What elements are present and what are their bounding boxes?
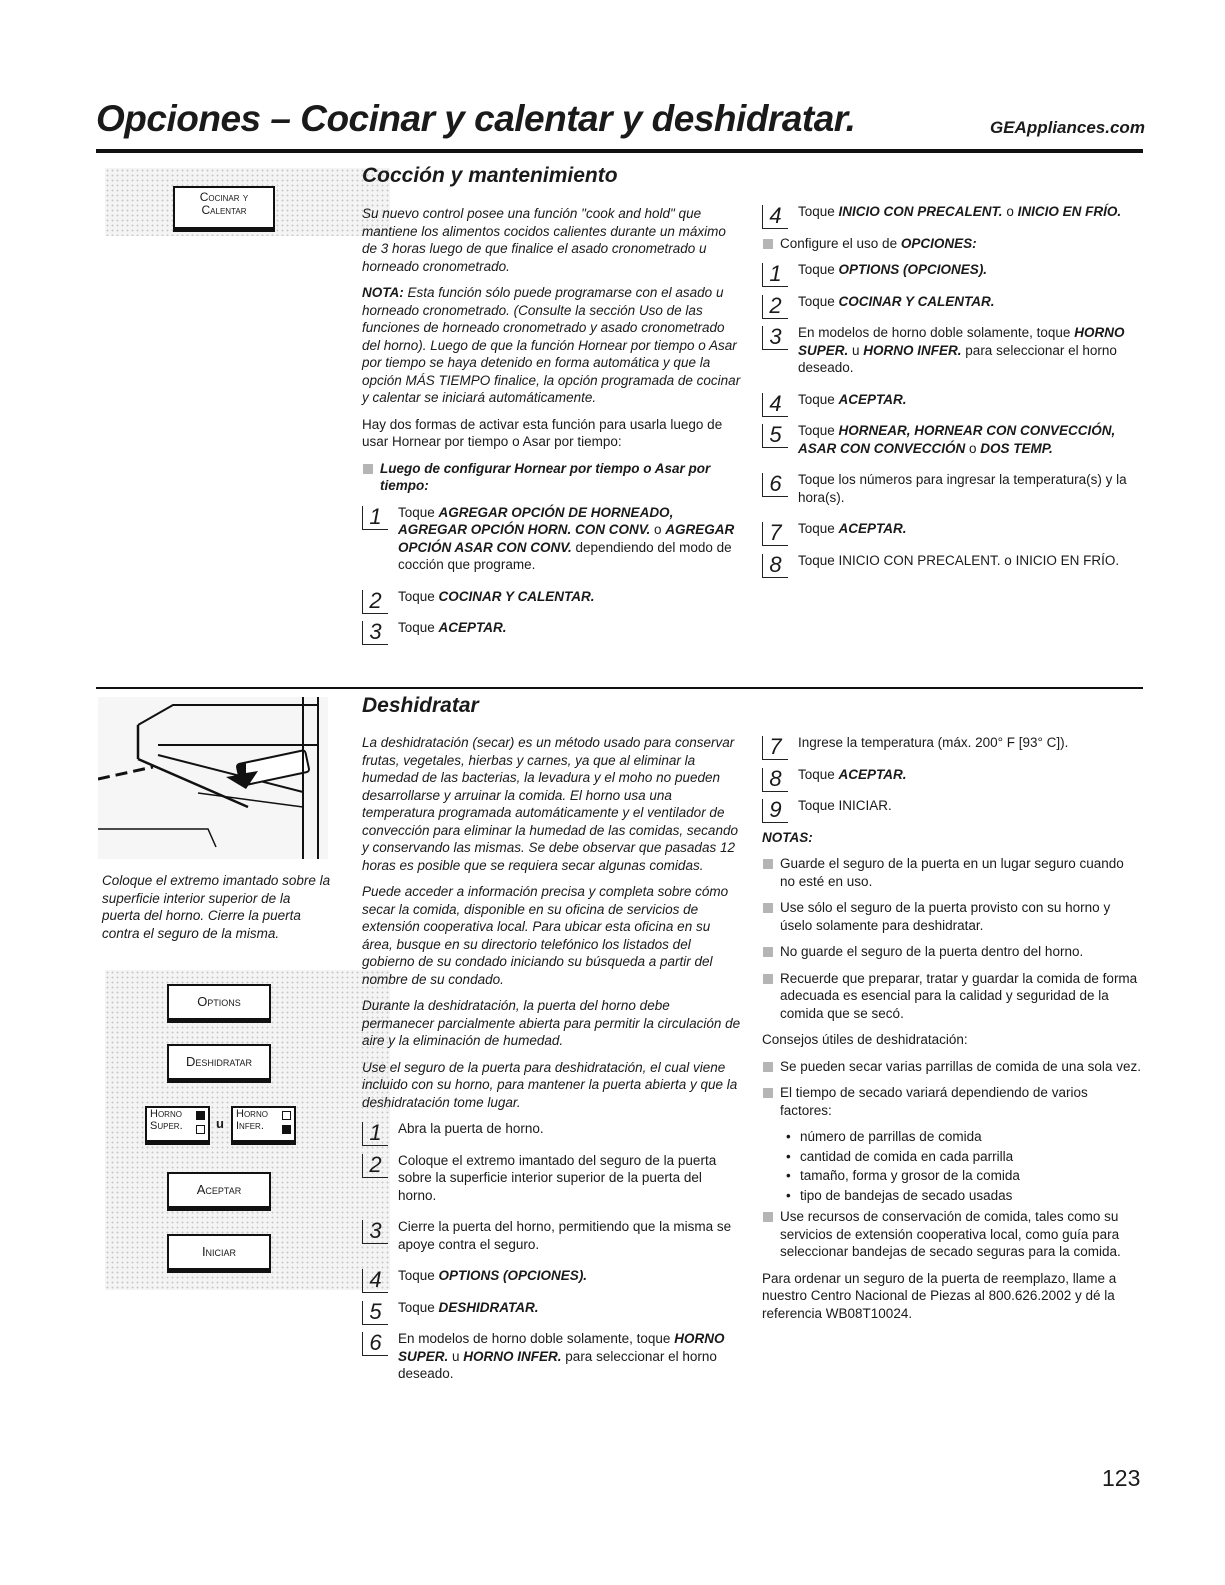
after-timed-bullet: Luego de configurar Hornear por tiempo o Asar por tiempo: bbox=[362, 460, 742, 495]
step-number: 4 bbox=[362, 1269, 388, 1293]
step-bold: HORNEAR, HORNEAR CON CONVECCIÓN, ASAR CON CONVECCIÓN bbox=[798, 423, 1116, 456]
upper-oven-indicator-icon bbox=[196, 1111, 205, 1120]
header-rule bbox=[96, 149, 1143, 153]
dehydrate-right-column bbox=[762, 734, 1142, 1331]
options-key: Options bbox=[167, 984, 271, 1023]
step-text: Toque bbox=[798, 293, 839, 309]
step-item bbox=[362, 1120, 742, 1145]
step-number: 2 bbox=[362, 1154, 388, 1178]
page-title: Opciones – Cocinar y calentar y deshidratar. bbox=[96, 98, 856, 139]
accept-key: Aceptar bbox=[167, 1172, 271, 1211]
step-text: Toque bbox=[798, 204, 839, 219]
step-item bbox=[762, 471, 1137, 506]
step-text-post: dependiendo del modo de cocción que programe. bbox=[398, 539, 732, 572]
step-bold-2: HORNO INFER. bbox=[863, 342, 962, 358]
step-text: Toque bbox=[398, 504, 439, 520]
step-item bbox=[362, 1218, 742, 1253]
step-bold: ACEPTAR. bbox=[438, 620, 507, 635]
step-number: 8 bbox=[762, 554, 788, 578]
step-text: Toque bbox=[398, 1299, 439, 1315]
factor-item: • tamaño, forma y grosor de la comida bbox=[780, 1167, 1142, 1185]
step-text-post: para seleccionar el horno deseado. bbox=[798, 342, 1117, 375]
lower-oven-indicator-off-icon bbox=[282, 1111, 291, 1120]
step-item bbox=[362, 1152, 742, 1205]
section-heading-cook-hold: Cocción y mantenimiento bbox=[362, 164, 618, 187]
step-text: Toque los números para ingresar la temperatura(s) y la hora(s). bbox=[798, 472, 1127, 505]
step-text: En modelos de horno doble solamente, toque bbox=[398, 1331, 675, 1346]
step-text: En modelos de horno doble solamente, toque bbox=[798, 325, 1075, 340]
step-item bbox=[362, 1267, 742, 1292]
cook-key-line2: Calentar bbox=[201, 203, 247, 218]
note-item: No guarde el seguro de la puerta dentro del horno. bbox=[762, 943, 1142, 961]
step-bold: HORNO SUPER. bbox=[398, 1331, 725, 1364]
step-text: Toque bbox=[398, 620, 439, 635]
order-text: Para ordenar un seguro de la puerta de reemplazo, llame a nuestro Centro Nacional de Piezas al 800.626.2002 y dé la referencia WB08T10024. bbox=[762, 1270, 1117, 1321]
dehydrate-left-steps bbox=[362, 1120, 742, 1383]
step-number: 1 bbox=[362, 1122, 388, 1146]
step-number: 2 bbox=[762, 295, 788, 319]
step-text-mid: o bbox=[1002, 204, 1018, 219]
section-heading-dehydrate: Deshidratar bbox=[362, 694, 479, 717]
step-bold: COCINAR Y CALENTAR. bbox=[438, 588, 595, 604]
site-url: GEAppliances.com bbox=[990, 118, 1145, 137]
step-item bbox=[362, 1330, 742, 1383]
upper-oven-key bbox=[145, 1106, 210, 1145]
step-item bbox=[762, 261, 1137, 286]
step-number: 1 bbox=[762, 263, 788, 287]
step-bold: ACEPTAR. bbox=[838, 391, 907, 407]
note-item: Recuerde que preparar, tratar y guardar la comida de forma adecuada es esencial para la calidad y seguridad de la comida que se secó. bbox=[762, 970, 1142, 1023]
step-bold: HORNO SUPER. bbox=[798, 325, 1125, 358]
cook-hold-left-column bbox=[362, 205, 742, 651]
step-text: Ingrese la temperatura (máx. 200° F [93° C]). bbox=[798, 735, 1069, 750]
step-item bbox=[362, 504, 742, 574]
step-number: 9 bbox=[762, 799, 788, 823]
step-number: 4 bbox=[762, 393, 788, 417]
dehydrate-p4: Use el seguro de la puerta para deshidratación, el cual viene incluido con su horno, para mantener la puerta abierta y que la deshidratación tome lugar. bbox=[362, 1059, 738, 1110]
options-bullet-bold: OPCIONES: bbox=[900, 235, 977, 251]
step-item bbox=[762, 390, 1137, 416]
step-item bbox=[762, 734, 1142, 759]
step-item bbox=[762, 324, 1137, 377]
step-item bbox=[762, 551, 1137, 577]
or-label: u bbox=[216, 1116, 224, 1131]
dehydrate-p1: La deshidratación (secar) es un método usado para conservar frutas, vegetales, hierbas y carnes, ya que al eliminar la humedad de las bacterias, la levadura y el moho no pueden desarrollarse y arruinar la comida. El horno usa una temperatura programada automáticamente y el ventilador de convección para eliminar la humedad de las comidas, secando y conservando las mismas. Se debe observar que pasadas 12 horas es posible que se requiera secar algunas comidas. bbox=[362, 735, 738, 873]
step-bold-2: AGREGAR OPCIÓN ASAR CON CONV. bbox=[398, 522, 735, 555]
options-bullet bbox=[762, 235, 1137, 253]
lower-oven-key bbox=[231, 1106, 296, 1145]
step-bold: OPTIONS (OPCIONES). bbox=[438, 1268, 588, 1283]
cook-hold-ways: Hay dos formas de activar esta función para usarla luego de usar Hornear por tiempo o Asar por tiempo: bbox=[362, 416, 723, 449]
step-number: 5 bbox=[762, 424, 788, 448]
step-text: Toque bbox=[798, 521, 839, 536]
step-text: Toque bbox=[798, 262, 839, 277]
step-number: 8 bbox=[762, 768, 788, 792]
step-text: Toque INICIAR. bbox=[798, 798, 892, 813]
dehydrate-left-column bbox=[362, 734, 742, 1397]
upper-oven-indicator-off-icon bbox=[196, 1125, 205, 1134]
lower-oven-indicator-icon bbox=[282, 1125, 291, 1134]
step-text-mid: o bbox=[650, 522, 666, 537]
step-text: Toque bbox=[398, 1268, 439, 1283]
step-number: 3 bbox=[762, 326, 788, 350]
section-divider bbox=[96, 687, 1143, 689]
step-item bbox=[762, 422, 1137, 457]
options-bullet-text: Configure el uso de bbox=[780, 235, 901, 251]
step-item bbox=[762, 797, 1142, 822]
dehydrate-key: Deshidratar bbox=[167, 1044, 271, 1083]
tip-item: El tiempo de secado variará dependiendo de varios factores: bbox=[762, 1084, 1142, 1119]
step-item bbox=[762, 765, 1142, 791]
cook-key-line1: Cocinar y bbox=[199, 190, 249, 204]
cook-and-warm-key bbox=[173, 186, 275, 232]
step-text: Toque bbox=[798, 423, 839, 438]
step-number: 5 bbox=[362, 1301, 388, 1325]
step-bold: COCINAR Y CALENTAR. bbox=[838, 293, 995, 309]
step-item bbox=[762, 520, 1137, 545]
cook-hold-intro: Su nuevo control posee una función "cook and hold" que mantiene los alimentos cocidos calientes durante un máximo de 3 horas luego de que finalice el asado cronometrado u horneado cronometrado. bbox=[362, 206, 726, 274]
step-item bbox=[362, 619, 742, 644]
note-item: Guarde el seguro de la puerta en un lugar seguro cuando no esté en uso. bbox=[762, 855, 1142, 890]
step-bold: INICIO CON PRECALENT. bbox=[838, 204, 1003, 219]
tips-heading: Consejos útiles de deshidratación: bbox=[762, 1032, 968, 1047]
step-number: 2 bbox=[362, 590, 388, 614]
step-bold: ACEPTAR. bbox=[838, 766, 907, 782]
factor-item: • número de parrillas de comida bbox=[780, 1128, 1142, 1146]
illustration-caption: Coloque el extremo imantado sobre la superficie interior superior de la puerta del horno. Cierre la puerta contra el seguro de la misma. bbox=[102, 873, 331, 941]
step-number: 6 bbox=[762, 473, 788, 497]
step-number: 1 bbox=[362, 506, 388, 530]
dehydrate-p3: Durante la deshidratación, la puerta del horno debe permanecer parcialmente abierta para permitir la circulación de aire y la eliminación de humedad. bbox=[362, 998, 741, 1048]
step-item bbox=[362, 1298, 742, 1324]
note-label: NOTA: bbox=[362, 285, 404, 300]
step-number: 3 bbox=[362, 1220, 388, 1244]
step-text-post: para seleccionar el horno deseado. bbox=[398, 1348, 717, 1381]
tips-list bbox=[762, 1058, 1142, 1120]
step-text: Toque bbox=[398, 588, 439, 604]
cook-hold-right-steps bbox=[762, 261, 1137, 577]
step-number: 3 bbox=[362, 621, 388, 645]
step-text: Cierre la puerta del horno, permitiendo que la misma se apoye contra el seguro. bbox=[398, 1219, 732, 1252]
step-number: 6 bbox=[362, 1332, 388, 1356]
illustration-bg bbox=[98, 697, 328, 859]
step-text: Abra la puerta de horno. bbox=[398, 1121, 544, 1136]
step-4 bbox=[762, 203, 1137, 228]
cook-hold-left-steps bbox=[362, 503, 742, 644]
dehydrate-p2: Puede acceder a información precisa y completa sobre cómo secar la comida, disponible en su oficina de servicios de extensión cooperativa local. Para ubicar esta oficina en su área, busque en su directorio telefónico los listados del gobierno de su condado iniciando su búsqueda a partir del nombre de su condado. bbox=[362, 884, 729, 987]
step-item bbox=[362, 587, 742, 613]
step-text: Coloque el extremo imantado del seguro de la puerta sobre la superficie interior superior de la puerta del horno. bbox=[398, 1152, 717, 1203]
step-bold: OPTIONS (OPCIONES). bbox=[838, 262, 988, 277]
start-key: Iniciar bbox=[167, 1234, 271, 1273]
note-item: Use sólo el seguro de la puerta provisto con su horno y úselo solamente para deshidratar. bbox=[762, 899, 1142, 934]
cook-hold-right-column bbox=[762, 203, 1137, 583]
factor-item: • cantidad de comida en cada parrilla bbox=[780, 1148, 1142, 1166]
step-text-mid: u bbox=[448, 1348, 464, 1364]
door-latch-illustration bbox=[98, 697, 328, 859]
step-text: Toque bbox=[798, 766, 839, 782]
step-text: Toque bbox=[798, 391, 839, 407]
tip-resources: Use recursos de conservación de comida, tales como su servicios de extensión cooperativa local, como guía para seleccionar bandejas de secado seguras para la comida. bbox=[762, 1208, 1142, 1261]
step-number: 4 bbox=[762, 205, 788, 229]
step-item bbox=[762, 292, 1137, 318]
notes-list bbox=[762, 855, 1142, 1022]
factors-list bbox=[780, 1128, 1142, 1204]
upper-oven-line2: Super. bbox=[150, 1120, 183, 1133]
cook-hold-keypad-illustration bbox=[105, 168, 390, 236]
tip-item: Se pueden secar varias parrillas de comida de una sola vez. bbox=[762, 1058, 1142, 1076]
dehydrate-keypad-illustration bbox=[105, 970, 390, 1290]
notes-label: NOTAS: bbox=[762, 829, 813, 845]
factor-item: • tipo de bandejas de secado usadas bbox=[780, 1187, 1142, 1205]
dehydrate-right-steps bbox=[762, 734, 1142, 822]
cook-hold-note bbox=[362, 284, 742, 407]
step-number: 7 bbox=[762, 522, 788, 546]
step-bold-2: HORNO INFER. bbox=[463, 1348, 562, 1364]
step-text-mid: o bbox=[965, 440, 981, 456]
step-bold: ACEPTAR. bbox=[838, 521, 907, 536]
lower-oven-line2: Infer. bbox=[236, 1120, 264, 1133]
step-bold: DESHIDRATAR. bbox=[438, 1299, 539, 1315]
step-bold-2: INICIO EN FRÍO. bbox=[1017, 204, 1122, 219]
step-number: 7 bbox=[762, 736, 788, 760]
lower-oven-line1: Horno bbox=[236, 1108, 268, 1120]
step-text: Toque INICIO CON PRECALENT. o INICIO EN FRÍO. bbox=[798, 552, 1120, 568]
step-bold-2: DOS TEMP. bbox=[980, 440, 1053, 456]
upper-oven-line1: Horno bbox=[150, 1108, 182, 1120]
step-text-mid: u bbox=[848, 342, 864, 358]
note-text: Esta función sólo puede programarse con el asado u horneado cronometrado. (Consulte la sección Uso de las funciones de horneado cronometrado y asado cronometrado del horno). Luego de que la función Hornear por tiempo o Asar por tiempo se haya detenido en forma automática y que la opción MÁS TIEMPO finalice, la opción programada de cocinar y calentar se iniciará automáticamente. bbox=[362, 285, 741, 405]
page-number: 123 bbox=[1102, 1465, 1141, 1491]
step-bold: AGREGAR OPCIÓN DE HORNEADO, AGREGAR OPCIÓN HORN. CON CONV. bbox=[398, 504, 674, 537]
